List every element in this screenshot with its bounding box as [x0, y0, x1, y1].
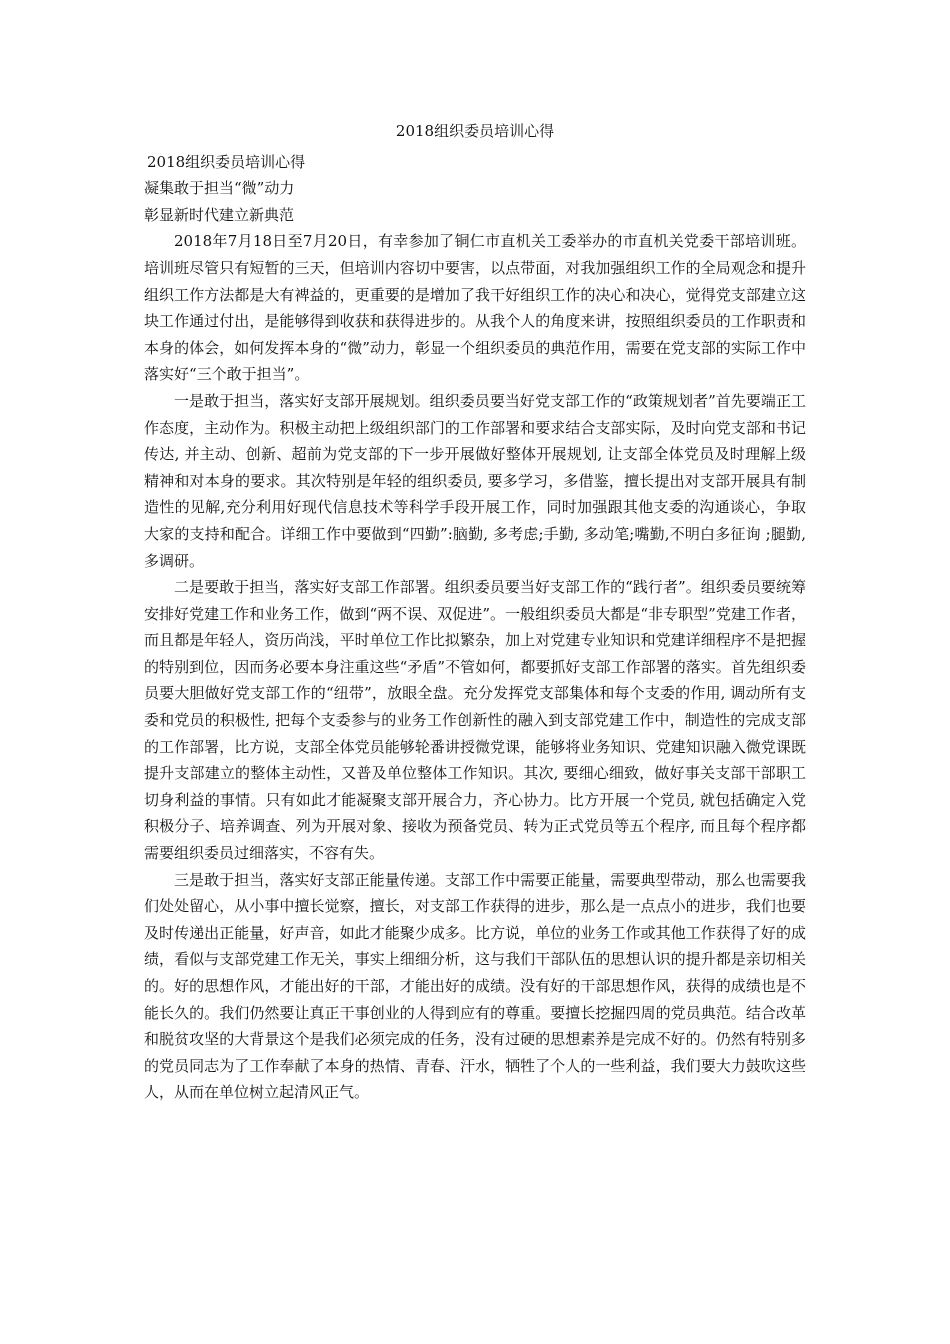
document-title: 2018组织委员培训心得 [395, 122, 555, 140]
document-page [144, 118, 806, 1106]
heading-line-3: 彰显新时代建立新典范 [144, 205, 295, 224]
paragraph-point-one: 一是敢于担当，落实好支部开展规划。组织委员要当好党支部工作的“政策规划者”首先要端正工作态度，主动作为。积极主动把上级组织部门的工作部署和要求结合支部实际，及时向党支部和书记传达, 并主动、创新、超前为党支部的下一步开展做好整体开展规划, 让支部全体党员及时理解上级精神和对本身的要求。其次特别是年轻的组织委员, 要多学习，多借鉴，擅长提出对支部开展具有制造性的见解,充分利用好现代信息技术等科学手段开展工作，同时加强跟其他支委的沟通谈心，争取大家的支持和配合。详细工作中要做到“四勤”:脑勤, 多考虑;手勤, 多动笔;嘴勤,不明白多征询 ;腿勤, 多调研。 [144, 391, 806, 570]
paragraph-point-three: 三是敢于担当，落实好支部正能量传递。支部工作中需要正能量，需要典型带动，那么也需要我们处处留心，从小事中擅长觉察，擅长，对支部工作获得的进步，那么是一点点小的进步，我们也要及时传递出正能量，好声音，如此才能聚少成多。比方说，单位的业务工作或其他工作获得了好的成绩，看似与支部党建工作无关，事实上细细分析，这与我们干部队伍的思想认识的提升都是亲切相关的。好的思想作风，才能出好的干部，才能出好的成绩。没有好的干部思想作风，获得的成绩也是不能长久的。我们仍然要让真正干事创业的人得到应有的尊重。要擅长挖掘四周的党员典范。结合改革和脱贫攻坚的大背景这个是我们必须完成的任务，没有过硬的思想素养是完成不好的。仍然有特别多的党员同志为了工作奉献了本身的热情、青春、汗水，牺牲了个人的一些利益，我们要大力鼓吹这些人，从而在单位树立起清风正气。 [144, 870, 806, 1102]
heading-line-1: 2018组织委员培训心得 [147, 152, 306, 171]
paragraph-point-two: 二是要敢于担当，落实好支部工作部署。组织委员要当好支部工作的“践行者”。组织委员要统筹安排好党建工作和业务工作，做到“两不误、双促进”。一般组织委员大都是“非专职型”党建工作者，而且都是年轻人，资历尚浅，平时单位工作比拟繁杂，加上对党建专业知识和党建详细程序不是把握的特别到位，因而务必要本身注重这些“矛盾”不管如何，都要抓好支部工作部署的落实。首先组织委员要大胆做好党支部工作的“纽带”，放眼全盘。充分发挥党支部集体和每个支委的作用, 调动所有支委和党员的积极性, 把每个支委参与的业务工作创新性的融入到支部党建工作中，制造性的完成支部的工作部署，比方说，支部全体党员能够轮番讲授微党课，能够将业务知识、党建知识融入微党课既提升支部建立的整体主动性，又普及单位整体工作知识。其次, 要细心细致，做好事关支部干部职工切身利益的事情。只有如此才能凝聚支部开展合力，齐心协力。比方开展一个党员, 就包括确定入党积极分子、培养调查、列为开展对象、接收为预备党员、转为正式党员等五个程序, 而且每个程序都需要组织委员过细落实，不容有失。 [144, 578, 806, 863]
paragraph-intro: 2018年7月18日至7月20日，有幸参加了铜仁市直机关工委举办的市直机关党委干部培训班。培训班尽管只有短暂的三天，但培训内容切中要害，以点带面，对我加强组织工作的全局观念和提升组织工作方法都是大有裨益的，更重要的是增加了我干好组织工作的决心和决心，觉得党支部建立这块工作通过付出，是能够得到收获和获得进步的。从我个人的角度来讲，按照组织委员的工作职责和本身的体会，如何发挥本身的“微”动力，彰显一个组织委员的典范作用，需要在党支部的实际工作中落实好“三个敢于担当”。 [144, 232, 806, 384]
heading-line-2: 凝集敢于担当“微”动力 [144, 179, 295, 198]
